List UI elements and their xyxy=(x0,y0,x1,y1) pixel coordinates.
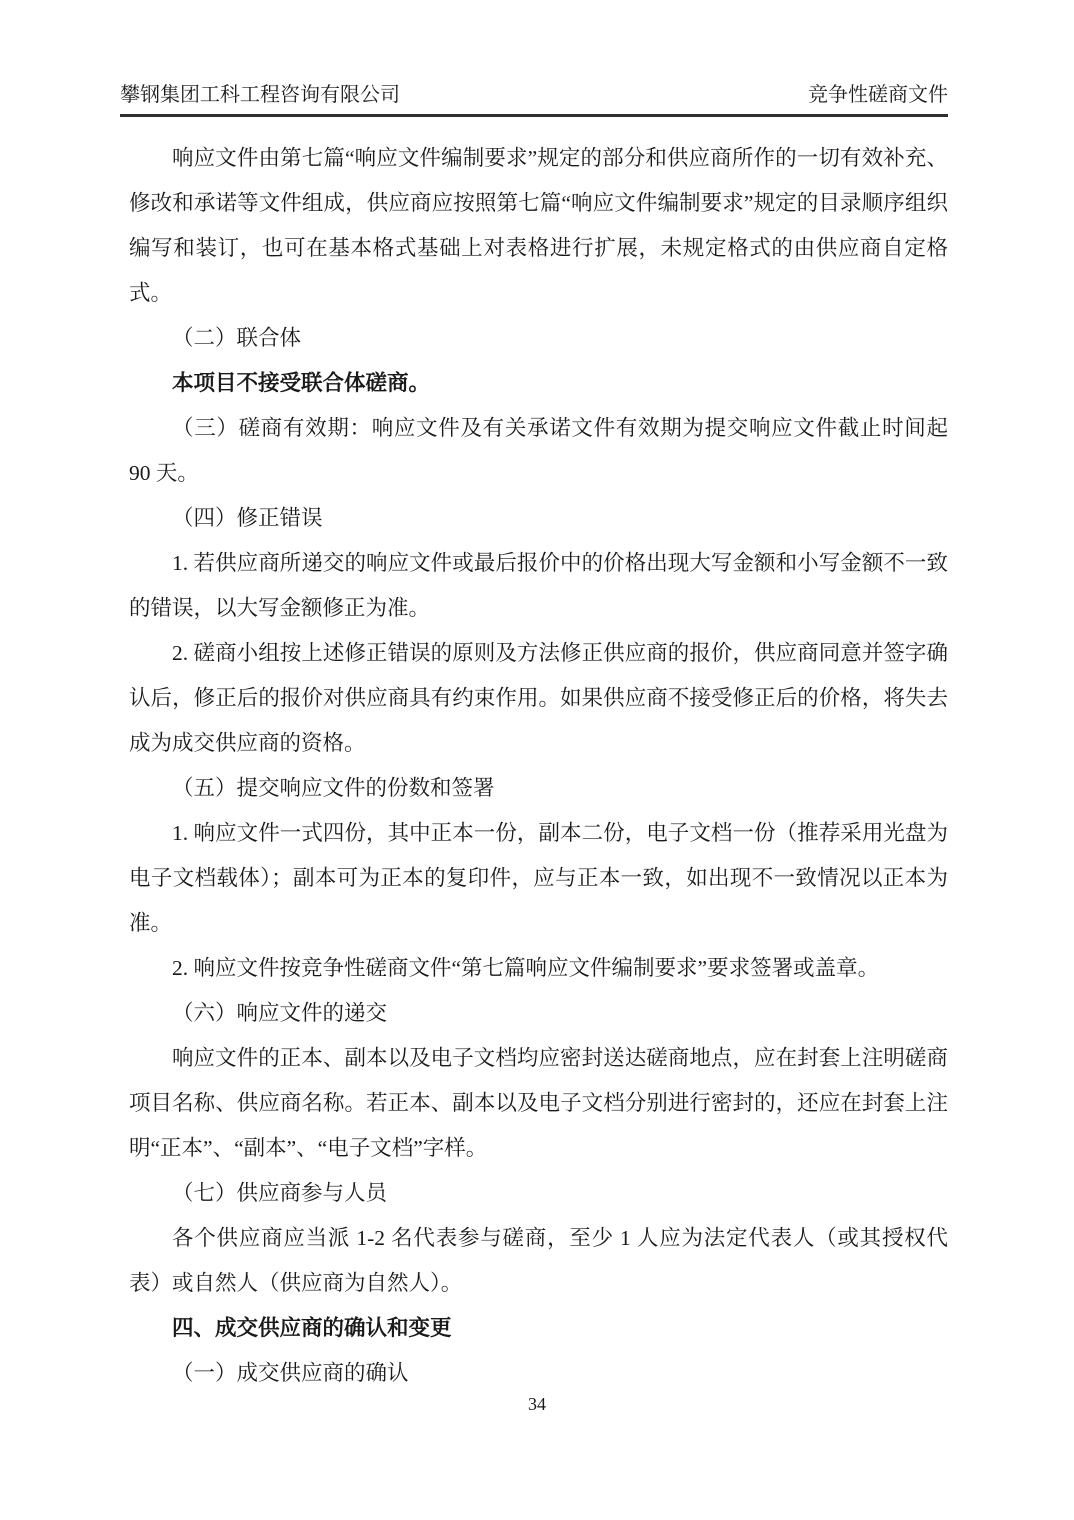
header-document-type: 竞争性磋商文件 xyxy=(808,84,948,106)
paragraph-response-file-composition: 响应文件由第七篇“响应文件编制要求”规定的部分和供应商所作的一切有效补充、修改和承诺等文件组成，供应商应按照第七篇“响应文件编制要求”规定的目录顺序组织编写和装订，也可在基本格式基础上对表格进行扩展，未规定格式的由供应商自定格式。 xyxy=(129,146,948,305)
paragraph-participants-detail: 各个供应商应当派 1-2 名代表参与磋商，至少 1 人应为法定代表人（或其授权代表）或自然人（供应商为自然人）。 xyxy=(129,1226,948,1295)
header-company-name: 攀钢集团工科工程咨询有限公司 xyxy=(120,84,400,106)
heading-section-7-participants: （七）供应商参与人员 xyxy=(172,1181,388,1205)
heading-chapter-4-winner-confirmation: 四、成交供应商的确认和变更 xyxy=(172,1316,452,1340)
heading-section-4-error-correction: （四）修正错误 xyxy=(172,506,323,530)
page-number: 34 xyxy=(528,1394,546,1414)
heading-section-1-winner-confirmation: （一）成交供应商的确认 xyxy=(172,1361,409,1385)
heading-section-2-consortium: （二）联合体 xyxy=(172,326,302,350)
paragraph-submission-sealing: 响应文件的正本、副本以及电子文档均应密封送达磋商地点，应在封套上注明磋商项目名称、供应商名称。若正本、副本以及电子文档分别进行密封的，还应在封套上注明“正本”、“副本”、“电子文档”字样。 xyxy=(129,1046,948,1160)
heading-section-5-copies-and-signing: （五）提交响应文件的份数和签署 xyxy=(172,776,495,800)
paragraph-no-consortium-bold: 本项目不接受联合体磋商。 xyxy=(172,371,431,395)
page-header xyxy=(120,82,948,117)
paragraph-copies-item-1: 1. 响应文件一式四份，其中正本一份，副本二份，电子文档一份（推荐采用光盘为电子文档载体）；副本可为正本的复印件，应与正本一致，如出现不一致情况以正本为准。 xyxy=(129,821,948,935)
paragraph-copies-item-2: 2. 响应文件按竞争性磋商文件“第七篇响应文件编制要求”要求签署或盖章。 xyxy=(172,956,880,980)
heading-section-3-validity-period: （三）磋商有效期：响应文件及有关承诺文件有效期为提交响应文件截止时间起 90 天。 xyxy=(129,416,948,485)
heading-section-6-submission: （六）响应文件的递交 xyxy=(172,1001,388,1025)
paragraph-error-correction-item-2: 2. 磋商小组按上述修正错误的原则及方法修正供应商的报价，供应商同意并签字确认后，修正后的报价对供应商具有约束作用。如果供应商不接受修正后的价格，将失去成为成交供应商的资格。 xyxy=(129,641,948,755)
document-body xyxy=(129,136,948,1396)
paragraph-error-correction-item-1: 1. 若供应商所递交的响应文件或最后报价中的价格出现大写金额和小写金额不一致的错误，以大写金额修正为准。 xyxy=(129,551,948,620)
